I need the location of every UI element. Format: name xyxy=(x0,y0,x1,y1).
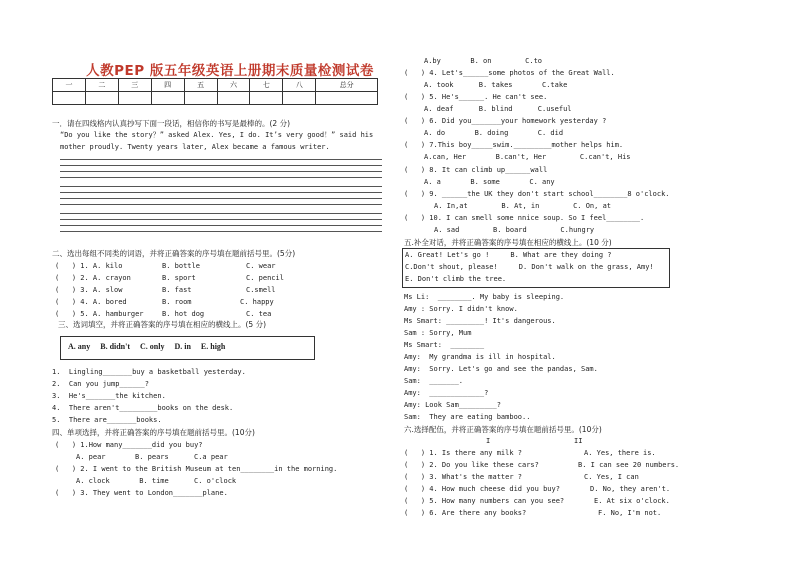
section4-options-2: A. clock B. time C. o'clock xyxy=(76,477,237,485)
dialogue-line: Amy: Sorry. Let's go and see the pandas, Sam. xyxy=(404,365,598,373)
section3-item: 5. There are_______books. xyxy=(52,416,162,424)
section1-text-line2: mother proudly. Twenty years later, Alex became a famous writer. xyxy=(60,143,330,151)
matching-question: ( ) 5. How many numbers can you see? xyxy=(404,497,565,505)
matching-question: ( ) 6. Are there any books? xyxy=(404,509,527,517)
section2-item-option-b: B. hot dog xyxy=(162,310,205,318)
dialogue-line: Sam : Sorry, Mum xyxy=(404,329,472,337)
section4-question-2: ( ) 2. I went to the British Museum at ten________in the morning. xyxy=(55,465,338,473)
dialogue-options-line2: C.Don't shout, please! D. Don't walk on the grass, Amy! xyxy=(405,263,654,271)
score-header-cell: 三 xyxy=(118,79,151,92)
section4-options-5: A. deaf B. blind C.useful xyxy=(424,105,572,113)
score-table xyxy=(52,78,378,105)
dialogue-line: Ms Li: ________. My baby is sleeping. xyxy=(404,293,565,301)
score-cell[interactable] xyxy=(118,92,151,105)
score-header-cell: 四 xyxy=(151,79,184,92)
section3-item: 4. There aren't_________books on the desk. xyxy=(52,404,234,412)
score-header-cell: 八 xyxy=(283,79,316,92)
section3-item: 3. He's_______the kitchen. xyxy=(52,392,166,400)
section4-options-1: A. pear B. pears C.a pear xyxy=(76,453,228,461)
score-cell[interactable] xyxy=(217,92,250,105)
section4-question-4: ( ) 4. Let's______some photos of the Great Wall. xyxy=(404,69,615,77)
score-header-cell: 五 xyxy=(184,79,217,92)
section2-item-question: ( ) 2. A. crayon xyxy=(55,274,131,282)
matching-question: ( ) 4. How much cheese did you buy? xyxy=(404,485,560,493)
section2-item-option-c: C. pencil xyxy=(246,274,284,282)
dialogue-line: Sam: _______. xyxy=(404,377,464,385)
matching-answer: C. Yes, I can xyxy=(584,473,639,481)
score-cell[interactable] xyxy=(151,92,184,105)
section2-item-option-c: C. happy xyxy=(240,298,274,306)
score-cell[interactable] xyxy=(250,92,283,105)
section2-heading: 二、选出每组不同类的词语，并将正确答案的序号填在题前括号里。(5分) xyxy=(52,249,296,258)
score-table-header-row xyxy=(53,79,378,92)
section4-heading: 四、单项选择，并将正确答案的序号填在题前括号里。(10分) xyxy=(52,428,255,437)
section4-question-5: ( ) 5. He's______. He can't see. xyxy=(404,93,548,101)
section4-question-9: ( ) 9. ______the UK they don't start school________8 o'clock. xyxy=(404,190,670,198)
matching-answer: A. Yes, there is. xyxy=(584,449,656,457)
dialogue-line: Ms Smart: ________ xyxy=(404,341,485,349)
section6-heading: 六.选择配伍，并将正确答案的序号填在题前括号里。(10分) xyxy=(404,425,602,434)
score-cell[interactable] xyxy=(53,92,86,105)
section5-heading: 五.补全对话，并将正确答案的序号填在相应的横线上。(10 分) xyxy=(404,238,612,247)
score-cell[interactable] xyxy=(316,92,378,105)
section1-text-line1: “Do you like the story？” asked Alex. Yes, I do. It’s very good！” said his xyxy=(60,131,374,139)
score-header-cell: 六 xyxy=(217,79,250,92)
dialogue-line: Amy: _____________? xyxy=(404,389,489,397)
section2-item-question: ( ) 1. A. kilo xyxy=(55,262,123,270)
section2-item-option-b: B. sport xyxy=(162,274,196,282)
section4-options-6: A. do B. doing C. did xyxy=(424,129,564,137)
section2-item-question: ( ) 4. A. bored xyxy=(55,298,127,306)
dialogue-options-line1: A. Great! Let's go ! B. What are they doing ? xyxy=(405,251,612,259)
section4-options-10: A. sad B. board C.hungry xyxy=(434,226,595,234)
matching-question: ( ) 1. Is there any milk ? xyxy=(404,449,523,457)
dialogue-line: Amy: Look Sam_________? xyxy=(404,401,501,409)
dialogue-line: Sam: They are eating bamboo.. xyxy=(404,413,531,421)
section6-column-1-header: I xyxy=(486,437,491,445)
section3-item: 2. Can you jump______? xyxy=(52,380,149,388)
section2-item-question: ( ) 5. A. hamburger xyxy=(55,310,144,318)
dialogue-line: Amy: My grandma is ill in hospital. xyxy=(404,353,556,361)
score-header-cell: 总分 xyxy=(316,79,378,92)
dialogue-line: Amy : Sorry. I didn't know. xyxy=(404,305,518,313)
score-header-cell: 七 xyxy=(250,79,283,92)
section4-options-9: A. In,at B. At, in C. On, at xyxy=(434,202,612,210)
score-header-cell: 一 xyxy=(53,79,86,92)
dialogue-options-line3: E. Don't climb the tree. xyxy=(405,275,507,283)
matching-answer: E. At six o'clock. xyxy=(594,497,670,505)
section2-item-option-c: C.smell xyxy=(246,286,276,294)
score-header-cell: 二 xyxy=(85,79,118,92)
matching-answer: B. I can see 20 numbers. xyxy=(578,461,680,469)
section4-options-4: A. took B. takes C.take xyxy=(424,81,568,89)
section4-question-6: ( ) 6. Did you_______your homework yesterday ? xyxy=(404,117,607,125)
score-table-blank-row xyxy=(53,92,378,105)
section4-question-8: ( ) 8. It can climb up______wall xyxy=(404,166,548,174)
score-cell[interactable] xyxy=(184,92,217,105)
matching-answer: F. No, I'm not. xyxy=(598,509,662,517)
matching-question: ( ) 3. What's the matter ? xyxy=(404,473,523,481)
section4-question-1: ( ) 1.How many_______did you buy? xyxy=(55,441,203,449)
section4-options-8: A. a B. some C. any xyxy=(424,178,555,186)
score-cell[interactable] xyxy=(283,92,316,105)
section4-question-10: ( ) 10. I can smell some nnice soup. So I feel________. xyxy=(404,214,645,222)
section4-question-3: ( ) 3. They went to London_______plane. xyxy=(55,489,228,497)
section2-item-option-b: B. room xyxy=(162,298,192,306)
section2-item-option-b: B. fast xyxy=(162,286,192,294)
section1-heading: 一．请在四线格内认真抄写下面一段话，相信你的书写是最棒的。(2 分) xyxy=(52,119,291,128)
matching-question: ( ) 2. Do you like these cars? xyxy=(404,461,539,469)
section3-item: 1. Lingling_______buy a basketball yesterday. xyxy=(52,368,246,376)
section2-item-option-b: B. bottle xyxy=(162,262,200,270)
section4-question-7: ( ) 7.This boy_____swim._________mother helps him. xyxy=(404,141,624,149)
dialogue-line: Ms Smart: _________! It's dangerous. xyxy=(404,317,556,325)
exam-title: 人教PEP 版五年级英语上册期末质量检测试卷 xyxy=(86,63,374,79)
matching-answer: D. No, they aren't. xyxy=(590,485,671,493)
section4-options-7: A.can, Her B.can't, Her C.can't, His xyxy=(424,153,631,161)
section3-heading: 三、选词填空，并将正确答案的序号填在相应的横线上。(5 分) xyxy=(58,320,267,329)
section2-item-option-c: C. wear xyxy=(246,262,276,270)
score-cell[interactable] xyxy=(85,92,118,105)
section2-item-question: ( ) 3. A. slow xyxy=(55,286,123,294)
section6-column-2-header: II xyxy=(574,437,583,445)
word-bank-options: A. any B. didn't C. only D. in E. high xyxy=(68,342,226,351)
section2-item-option-c: C. tea xyxy=(246,310,272,318)
section4-options-3: A.by B. on C.to xyxy=(424,57,543,65)
